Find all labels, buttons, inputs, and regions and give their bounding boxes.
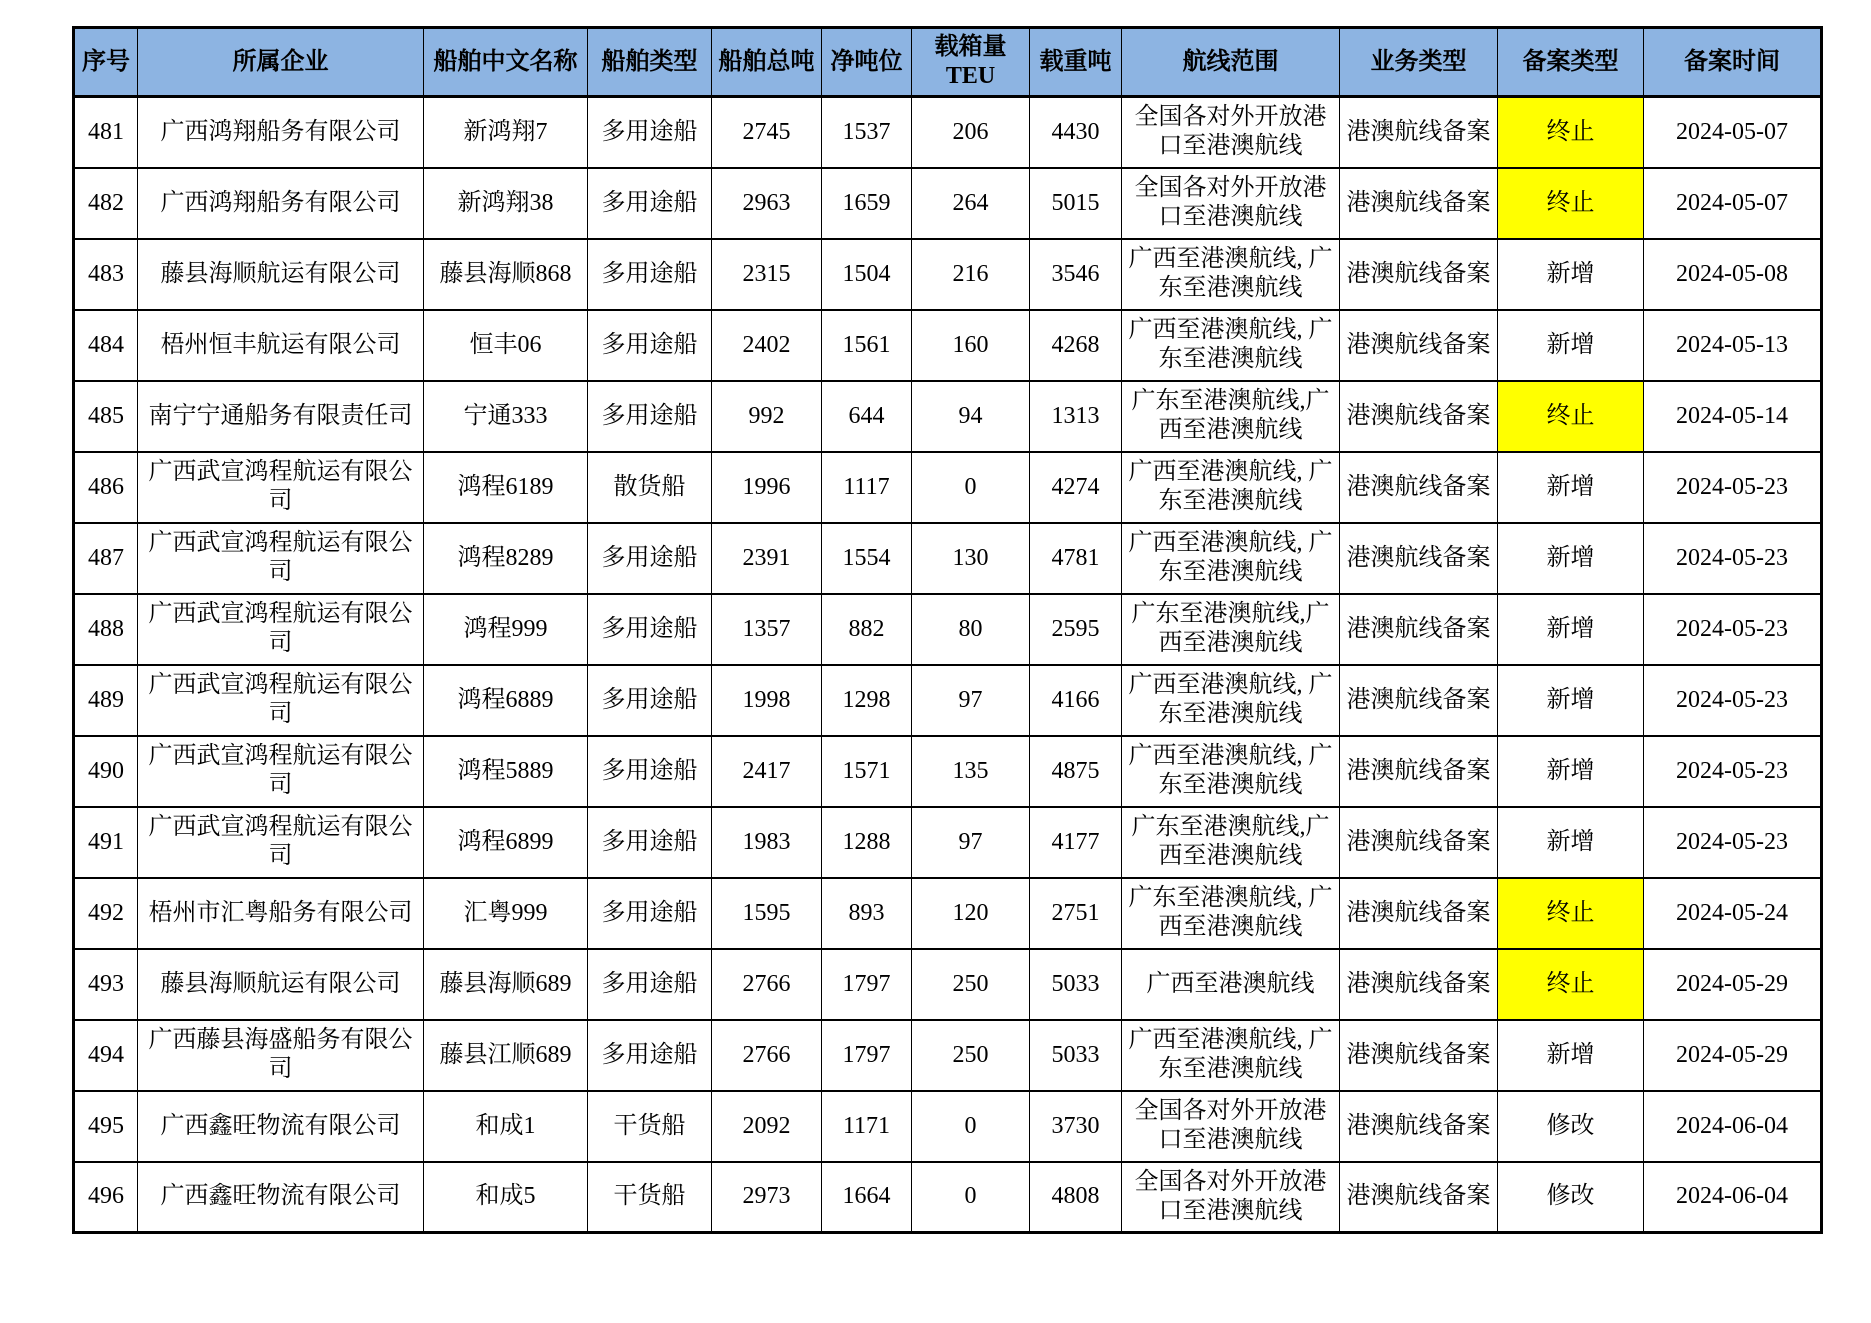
table-row (74, 949, 1822, 1020)
cell-ship-type: 多用途船 (588, 878, 712, 949)
cell-deadweight: 1313 (1030, 381, 1122, 452)
cell-seq: 492 (74, 878, 138, 949)
cell-ship-type: 多用途船 (588, 381, 712, 452)
cell-ship-name: 鸿程999 (424, 594, 588, 665)
cell-seq: 494 (74, 1020, 138, 1091)
cell-seq: 487 (74, 523, 138, 594)
cell-filing-date: 2024-05-29 (1644, 949, 1822, 1020)
cell-route: 广西至港澳航线, 广东至港澳航线 (1122, 665, 1340, 736)
table-row (74, 594, 1822, 665)
cell-route: 广西至港澳航线, 广东至港澳航线 (1122, 310, 1340, 381)
cell-gross-tonnage: 2417 (712, 736, 822, 807)
table-row (74, 523, 1822, 594)
cell-deadweight: 2595 (1030, 594, 1122, 665)
cell-net-tonnage: 1664 (822, 1162, 912, 1233)
cell-company: 广西鸿翔船务有限公司 (138, 168, 424, 239)
cell-business-type: 港澳航线备案 (1340, 310, 1498, 381)
cell-filing-type: 新增 (1498, 736, 1644, 807)
cell-deadweight: 4781 (1030, 523, 1122, 594)
cell-ship-name: 鸿程6899 (424, 807, 588, 878)
cell-ship-name: 藤县海顺868 (424, 239, 588, 310)
cell-teu: 97 (912, 807, 1030, 878)
cell-teu: 160 (912, 310, 1030, 381)
cell-company: 藤县海顺航运有限公司 (138, 949, 424, 1020)
cell-filing-date: 2024-05-08 (1644, 239, 1822, 310)
cell-company: 藤县海顺航运有限公司 (138, 239, 424, 310)
cell-gross-tonnage: 1595 (712, 878, 822, 949)
cell-ship-name: 新鸿翔38 (424, 168, 588, 239)
cell-deadweight: 5033 (1030, 949, 1122, 1020)
cell-net-tonnage: 1117 (822, 452, 912, 523)
cell-net-tonnage: 882 (822, 594, 912, 665)
cell-ship-name: 恒丰06 (424, 310, 588, 381)
table-body (74, 97, 1822, 1233)
cell-teu: 0 (912, 1162, 1030, 1233)
cell-ship-type: 多用途船 (588, 310, 712, 381)
cell-net-tonnage: 1797 (822, 1020, 912, 1091)
cell-gross-tonnage: 2402 (712, 310, 822, 381)
cell-route: 全国各对外开放港口至港澳航线 (1122, 1162, 1340, 1233)
cell-ship-name: 鸿程5889 (424, 736, 588, 807)
cell-ship-name: 汇粤999 (424, 878, 588, 949)
cell-ship-type: 干货船 (588, 1162, 712, 1233)
cell-seq: 486 (74, 452, 138, 523)
cell-deadweight: 4875 (1030, 736, 1122, 807)
cell-route: 广东至港澳航线,广西至港澳航线 (1122, 594, 1340, 665)
cell-seq: 484 (74, 310, 138, 381)
cell-net-tonnage: 1561 (822, 310, 912, 381)
column-header-deadweight: 载重吨 (1030, 28, 1122, 97)
cell-business-type: 港澳航线备案 (1340, 736, 1498, 807)
cell-company: 广西武宣鸿程航运有限公司 (138, 452, 424, 523)
cell-filing-date: 2024-05-14 (1644, 381, 1822, 452)
cell-ship-name: 鸿程6889 (424, 665, 588, 736)
table-row (74, 1162, 1822, 1233)
cell-gross-tonnage: 1983 (712, 807, 822, 878)
cell-seq: 491 (74, 807, 138, 878)
cell-company: 梧州恒丰航运有限公司 (138, 310, 424, 381)
table-row (74, 1091, 1822, 1162)
cell-filing-type: 新增 (1498, 310, 1644, 381)
cell-teu: 94 (912, 381, 1030, 452)
table-row (74, 665, 1822, 736)
cell-business-type: 港澳航线备案 (1340, 1091, 1498, 1162)
cell-business-type: 港澳航线备案 (1340, 1020, 1498, 1091)
cell-net-tonnage: 893 (822, 878, 912, 949)
cell-filing-date: 2024-05-07 (1644, 168, 1822, 239)
cell-route: 广西至港澳航线, 广东至港澳航线 (1122, 736, 1340, 807)
cell-business-type: 港澳航线备案 (1340, 239, 1498, 310)
cell-deadweight: 4430 (1030, 97, 1122, 168)
cell-route: 全国各对外开放港口至港澳航线 (1122, 168, 1340, 239)
cell-route: 广西至港澳航线, 广东至港澳航线 (1122, 523, 1340, 594)
cell-company: 广西武宣鸿程航运有限公司 (138, 807, 424, 878)
cell-teu: 97 (912, 665, 1030, 736)
cell-ship-name: 和成1 (424, 1091, 588, 1162)
cell-gross-tonnage: 2766 (712, 949, 822, 1020)
cell-filing-type: 新增 (1498, 1020, 1644, 1091)
column-header-net-tonnage: 净吨位 (822, 28, 912, 97)
cell-gross-tonnage: 2745 (712, 97, 822, 168)
cell-ship-type: 多用途船 (588, 239, 712, 310)
cell-deadweight: 4268 (1030, 310, 1122, 381)
cell-gross-tonnage: 2766 (712, 1020, 822, 1091)
cell-company: 广西武宣鸿程航运有限公司 (138, 523, 424, 594)
cell-gross-tonnage: 2963 (712, 168, 822, 239)
cell-filing-date: 2024-05-29 (1644, 1020, 1822, 1091)
cell-company: 广西武宣鸿程航运有限公司 (138, 736, 424, 807)
cell-ship-name: 藤县海顺689 (424, 949, 588, 1020)
cell-company: 南宁宁通船务有限责任司 (138, 381, 424, 452)
table-row (74, 878, 1822, 949)
cell-net-tonnage: 1288 (822, 807, 912, 878)
cell-company: 广西鸿翔船务有限公司 (138, 97, 424, 168)
cell-ship-type: 多用途船 (588, 736, 712, 807)
table-row (74, 310, 1822, 381)
cell-route: 广东至港澳航线,广西至港澳航线 (1122, 807, 1340, 878)
cell-ship-name: 和成5 (424, 1162, 588, 1233)
cell-ship-name: 鸿程6189 (424, 452, 588, 523)
cell-company: 广西藤县海盛船务有限公司 (138, 1020, 424, 1091)
cell-company: 梧州市汇粤船务有限公司 (138, 878, 424, 949)
cell-teu: 135 (912, 736, 1030, 807)
table-row (74, 1020, 1822, 1091)
cell-deadweight: 5033 (1030, 1020, 1122, 1091)
cell-ship-type: 多用途船 (588, 523, 712, 594)
cell-filing-type: 新增 (1498, 665, 1644, 736)
column-header-seq: 序号 (74, 28, 138, 97)
cell-filing-date: 2024-05-13 (1644, 310, 1822, 381)
cell-filing-date: 2024-05-23 (1644, 452, 1822, 523)
column-header-gross-tonnage: 船舶总吨 (712, 28, 822, 97)
cell-seq: 490 (74, 736, 138, 807)
cell-ship-name: 宁通333 (424, 381, 588, 452)
table-row (74, 381, 1822, 452)
cell-teu: 130 (912, 523, 1030, 594)
cell-route: 广西至港澳航线, 广东至港澳航线 (1122, 452, 1340, 523)
cell-filing-type: 新增 (1498, 452, 1644, 523)
table-row (74, 97, 1822, 168)
cell-business-type: 港澳航线备案 (1340, 452, 1498, 523)
cell-route: 广西至港澳航线, 广东至港澳航线 (1122, 239, 1340, 310)
cell-seq: 482 (74, 168, 138, 239)
cell-net-tonnage: 1537 (822, 97, 912, 168)
cell-filing-type: 终止 (1498, 381, 1644, 452)
cell-seq: 493 (74, 949, 138, 1020)
cell-business-type: 港澳航线备案 (1340, 665, 1498, 736)
cell-company: 广西鑫旺物流有限公司 (138, 1091, 424, 1162)
cell-filing-type: 修改 (1498, 1162, 1644, 1233)
cell-business-type: 港澳航线备案 (1340, 807, 1498, 878)
cell-route: 广西至港澳航线, 广东至港澳航线 (1122, 1020, 1340, 1091)
cell-net-tonnage: 644 (822, 381, 912, 452)
cell-filing-type: 新增 (1498, 594, 1644, 665)
cell-filing-date: 2024-05-24 (1644, 878, 1822, 949)
cell-ship-name: 藤县江顺689 (424, 1020, 588, 1091)
cell-deadweight: 4166 (1030, 665, 1122, 736)
cell-business-type: 港澳航线备案 (1340, 381, 1498, 452)
column-header-filing-date: 备案时间 (1644, 28, 1822, 97)
cell-ship-type: 多用途船 (588, 665, 712, 736)
cell-ship-name: 鸿程8289 (424, 523, 588, 594)
cell-gross-tonnage: 1998 (712, 665, 822, 736)
cell-gross-tonnage: 2315 (712, 239, 822, 310)
cell-gross-tonnage: 2391 (712, 523, 822, 594)
cell-filing-date: 2024-05-07 (1644, 97, 1822, 168)
cell-ship-name: 新鸿翔7 (424, 97, 588, 168)
cell-ship-type: 多用途船 (588, 807, 712, 878)
cell-filing-date: 2024-06-04 (1644, 1162, 1822, 1233)
cell-seq: 495 (74, 1091, 138, 1162)
cell-deadweight: 5015 (1030, 168, 1122, 239)
cell-ship-type: 多用途船 (588, 594, 712, 665)
column-header-ship-type: 船舶类型 (588, 28, 712, 97)
cell-filing-date: 2024-05-23 (1644, 807, 1822, 878)
cell-company: 广西武宣鸿程航运有限公司 (138, 594, 424, 665)
cell-teu: 80 (912, 594, 1030, 665)
cell-business-type: 港澳航线备案 (1340, 97, 1498, 168)
cell-seq: 481 (74, 97, 138, 168)
cell-business-type: 港澳航线备案 (1340, 878, 1498, 949)
table-row (74, 452, 1822, 523)
cell-route: 全国各对外开放港口至港澳航线 (1122, 1091, 1340, 1162)
cell-gross-tonnage: 1996 (712, 452, 822, 523)
cell-teu: 216 (912, 239, 1030, 310)
cell-filing-date: 2024-06-04 (1644, 1091, 1822, 1162)
cell-gross-tonnage: 1357 (712, 594, 822, 665)
table-row (74, 807, 1822, 878)
cell-teu: 250 (912, 949, 1030, 1020)
cell-filing-type: 修改 (1498, 1091, 1644, 1162)
cell-route: 广西至港澳航线 (1122, 949, 1340, 1020)
cell-ship-type: 干货船 (588, 1091, 712, 1162)
cell-seq: 496 (74, 1162, 138, 1233)
table-row (74, 736, 1822, 807)
column-header-company: 所属企业 (138, 28, 424, 97)
cell-filing-date: 2024-05-23 (1644, 523, 1822, 594)
cell-seq: 489 (74, 665, 138, 736)
cell-deadweight: 4808 (1030, 1162, 1122, 1233)
cell-seq: 483 (74, 239, 138, 310)
cell-ship-type: 多用途船 (588, 168, 712, 239)
cell-filing-date: 2024-05-23 (1644, 665, 1822, 736)
cell-deadweight: 3546 (1030, 239, 1122, 310)
cell-seq: 485 (74, 381, 138, 452)
cell-filing-date: 2024-05-23 (1644, 594, 1822, 665)
cell-ship-type: 多用途船 (588, 1020, 712, 1091)
cell-teu: 264 (912, 168, 1030, 239)
header-row (74, 28, 1822, 97)
table-row (74, 239, 1822, 310)
cell-business-type: 港澳航线备案 (1340, 523, 1498, 594)
cell-teu: 120 (912, 878, 1030, 949)
column-header-filing-type: 备案类型 (1498, 28, 1644, 97)
cell-business-type: 港澳航线备案 (1340, 949, 1498, 1020)
cell-deadweight: 4274 (1030, 452, 1122, 523)
cell-business-type: 港澳航线备案 (1340, 1162, 1498, 1233)
cell-filing-type: 终止 (1498, 878, 1644, 949)
cell-teu: 206 (912, 97, 1030, 168)
cell-filing-type: 新增 (1498, 807, 1644, 878)
cell-deadweight: 3730 (1030, 1091, 1122, 1162)
cell-route: 广东至港澳航线, 广西至港澳航线 (1122, 878, 1340, 949)
cell-net-tonnage: 1659 (822, 168, 912, 239)
cell-business-type: 港澳航线备案 (1340, 594, 1498, 665)
cell-net-tonnage: 1554 (822, 523, 912, 594)
cell-company: 广西武宣鸿程航运有限公司 (138, 665, 424, 736)
cell-teu: 0 (912, 452, 1030, 523)
cell-filing-type: 终止 (1498, 97, 1644, 168)
cell-seq: 488 (74, 594, 138, 665)
cell-route: 全国各对外开放港口至港澳航线 (1122, 97, 1340, 168)
column-header-route: 航线范围 (1122, 28, 1340, 97)
ship-filing-table (72, 26, 1823, 1234)
cell-gross-tonnage: 992 (712, 381, 822, 452)
column-header-teu: 载箱量TEU (912, 28, 1030, 97)
cell-filing-type: 终止 (1498, 949, 1644, 1020)
cell-deadweight: 4177 (1030, 807, 1122, 878)
cell-gross-tonnage: 2973 (712, 1162, 822, 1233)
cell-filing-type: 新增 (1498, 523, 1644, 594)
cell-deadweight: 2751 (1030, 878, 1122, 949)
cell-net-tonnage: 1298 (822, 665, 912, 736)
cell-company: 广西鑫旺物流有限公司 (138, 1162, 424, 1233)
cell-teu: 0 (912, 1091, 1030, 1162)
cell-ship-type: 多用途船 (588, 949, 712, 1020)
cell-filing-date: 2024-05-23 (1644, 736, 1822, 807)
table-row (74, 168, 1822, 239)
cell-business-type: 港澳航线备案 (1340, 168, 1498, 239)
cell-ship-type: 散货船 (588, 452, 712, 523)
cell-teu: 250 (912, 1020, 1030, 1091)
cell-filing-type: 终止 (1498, 168, 1644, 239)
cell-net-tonnage: 1797 (822, 949, 912, 1020)
cell-net-tonnage: 1171 (822, 1091, 912, 1162)
column-header-business-type: 业务类型 (1340, 28, 1498, 97)
cell-ship-type: 多用途船 (588, 97, 712, 168)
spreadsheet-area (72, 26, 1823, 1234)
cell-filing-type: 新增 (1498, 239, 1644, 310)
column-header-ship-name: 船舶中文名称 (424, 28, 588, 97)
cell-net-tonnage: 1504 (822, 239, 912, 310)
cell-gross-tonnage: 2092 (712, 1091, 822, 1162)
cell-route: 广东至港澳航线,广西至港澳航线 (1122, 381, 1340, 452)
cell-net-tonnage: 1571 (822, 736, 912, 807)
